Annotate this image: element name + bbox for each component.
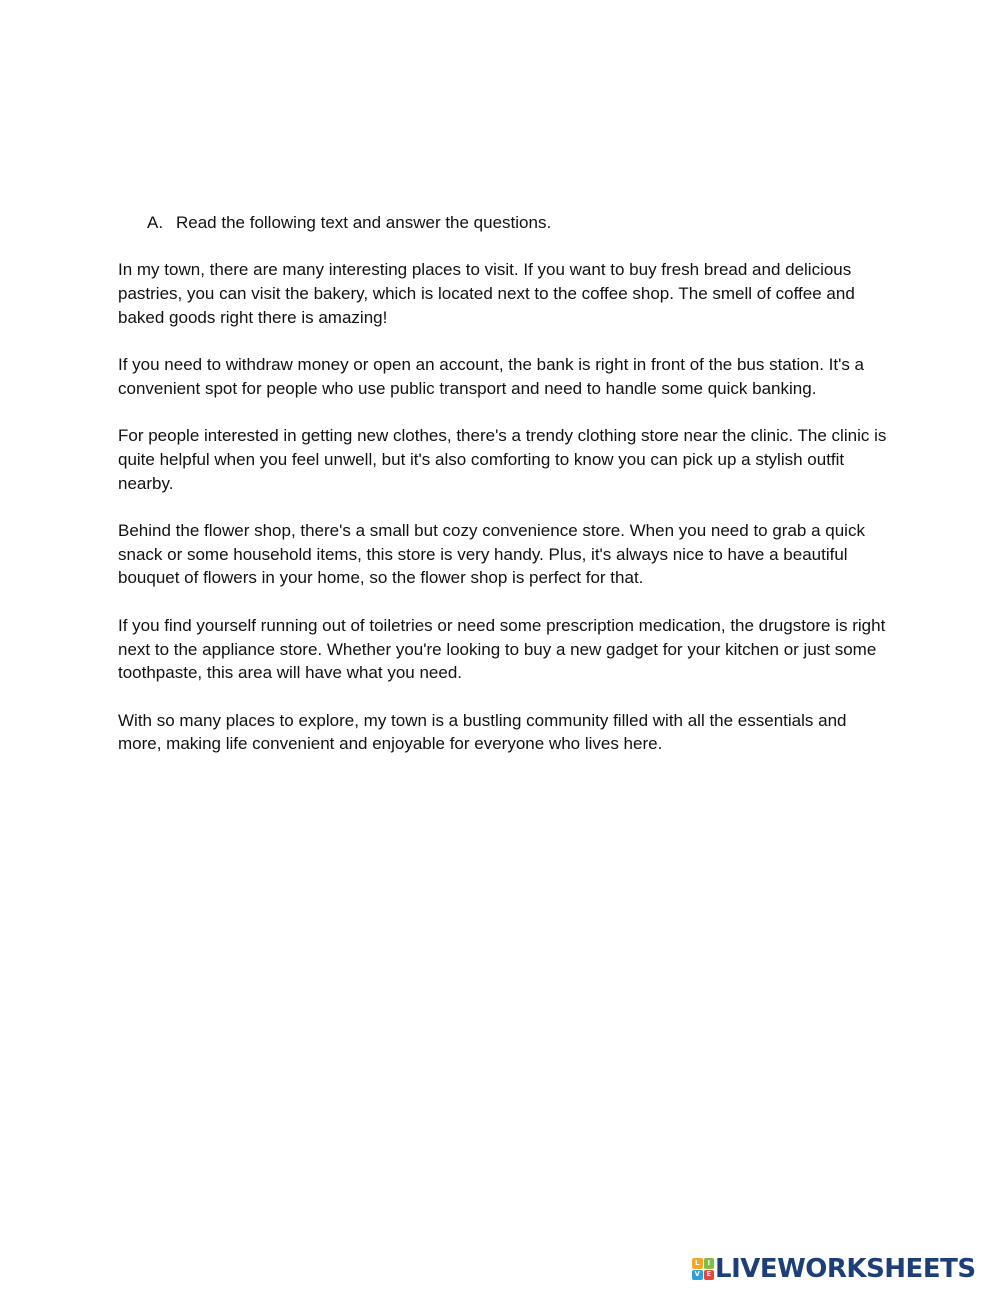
logo-letter-v: V [692,1270,703,1281]
reading-paragraph-5: If you find yourself running out of toiletries or need some prescription medication, the drugstore is right next to the appliance store. Whether you're looking to buy a new gadget for your kitchen or just some toothpaste, this area will have what you need. [118,615,886,683]
instruction-item [147,211,888,235]
reading-paragraph-1: In my town, there are many interesting places to visit. If you want to buy fresh bread and delicious pastries, you can visit the bakery, which is located next to the coffee shop. The smell of coffee and baked goods right there is amazing! [118,260,855,327]
instruction-marker: A. [147,213,164,232]
reading-paragraph-6: With so many places to explore, my town is a bustling community filled with all the essentials and more, making life convenient and enjoyable for everyone who lives here. [118,710,847,754]
logo-letter-l: L [692,1258,703,1269]
reading-paragraph-2: If you need to withdraw money or open an account, the bank is right in front of the bus station. It's a convenient spot for people who use public transport and need to handle some quick banking. [118,354,865,398]
liveworksheets-logo [692,1254,976,1284]
reading-paragraph-3: For people interested in getting new clothes, there's a trendy clothing store near the clinic. The clinic is quite helpful when you feel unwell, but it's also comforting to know you can pick up a stylish outfit nearby. [118,425,887,493]
logo-letter-i: I [704,1258,715,1269]
reading-paragraph-4: Behind the flower shop, there's a small but cozy convenience store. When you need to grab a quick snack or some household items, this store is very handy. Plus, it's always nice to have a beautiful bouquet of flowers in your home, so the flower shop is perfect for that. [118,520,865,588]
instruction-text: Read the following text and answer the questions. [176,213,552,232]
logo-mark-icon [692,1258,714,1280]
logo-letter-e: E [704,1270,715,1281]
logo-wordmark: LIVEWORKSHEETS [715,1254,976,1284]
worksheet-content [118,211,888,780]
